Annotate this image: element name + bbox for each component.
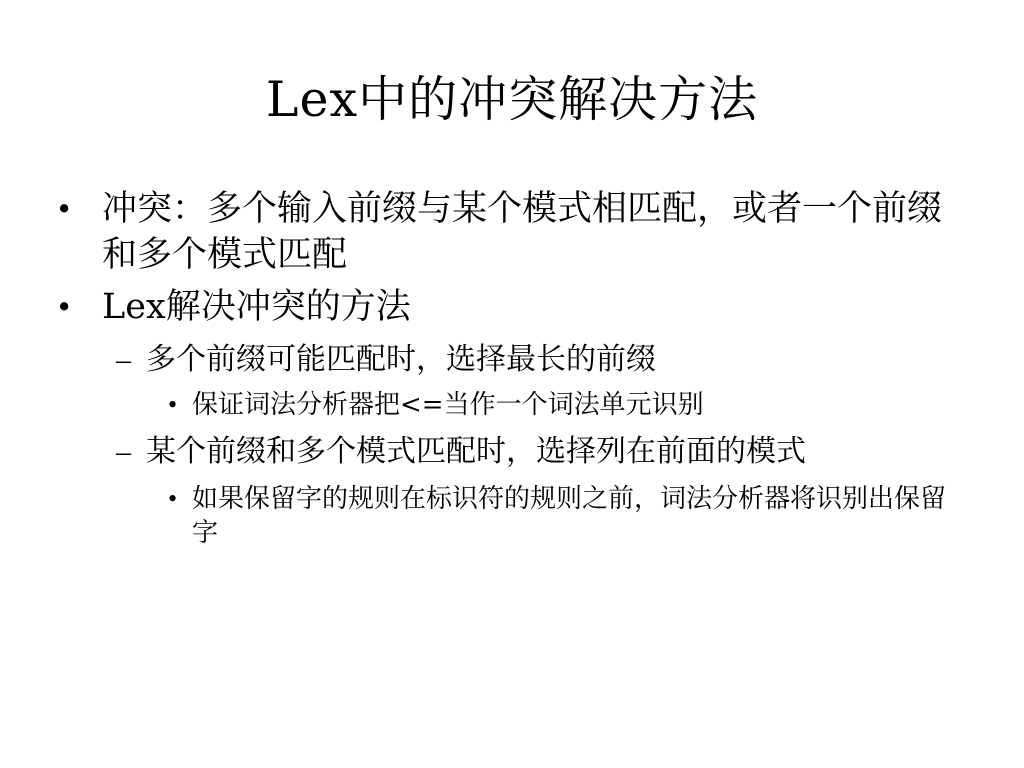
dash-icon: – <box>116 435 131 468</box>
bullet-item <box>56 186 956 278</box>
bullet-icon: • <box>58 189 71 228</box>
slide-body <box>56 186 956 550</box>
sub-bullet-item <box>56 432 956 472</box>
bullet-text: Lex解决冲突的方法 <box>102 287 411 327</box>
sub-sub-bullet-item <box>56 482 956 550</box>
bullet-icon: • <box>168 390 178 419</box>
sub-bullet-text: 某个前缀和多个模式匹配时，选择列在前面的模式 <box>146 434 806 469</box>
bullet-text: 冲突：多个输入前缀与某个模式相匹配，或者一个前缀和多个模式匹配 <box>102 189 943 275</box>
sub-sub-bullet-item <box>56 388 956 422</box>
bullet-icon: • <box>168 484 178 513</box>
sub-sub-bullet-text: 如果保留字的规则在标识符的规则之前，词法分析器将识别出保留字 <box>192 484 947 548</box>
bullet-item <box>56 284 956 330</box>
sub-sub-bullet-text: 保证词法分析器把<=当作一个词法单元识别 <box>192 390 704 420</box>
sub-bullet-item <box>56 340 956 380</box>
dash-icon: – <box>116 343 131 376</box>
bullet-icon: • <box>58 287 71 326</box>
slide-title: Lex中的冲突解决方法 <box>265 71 759 128</box>
sub-bullet-text: 多个前缀可能匹配时，选择最长的前缀 <box>146 342 656 377</box>
